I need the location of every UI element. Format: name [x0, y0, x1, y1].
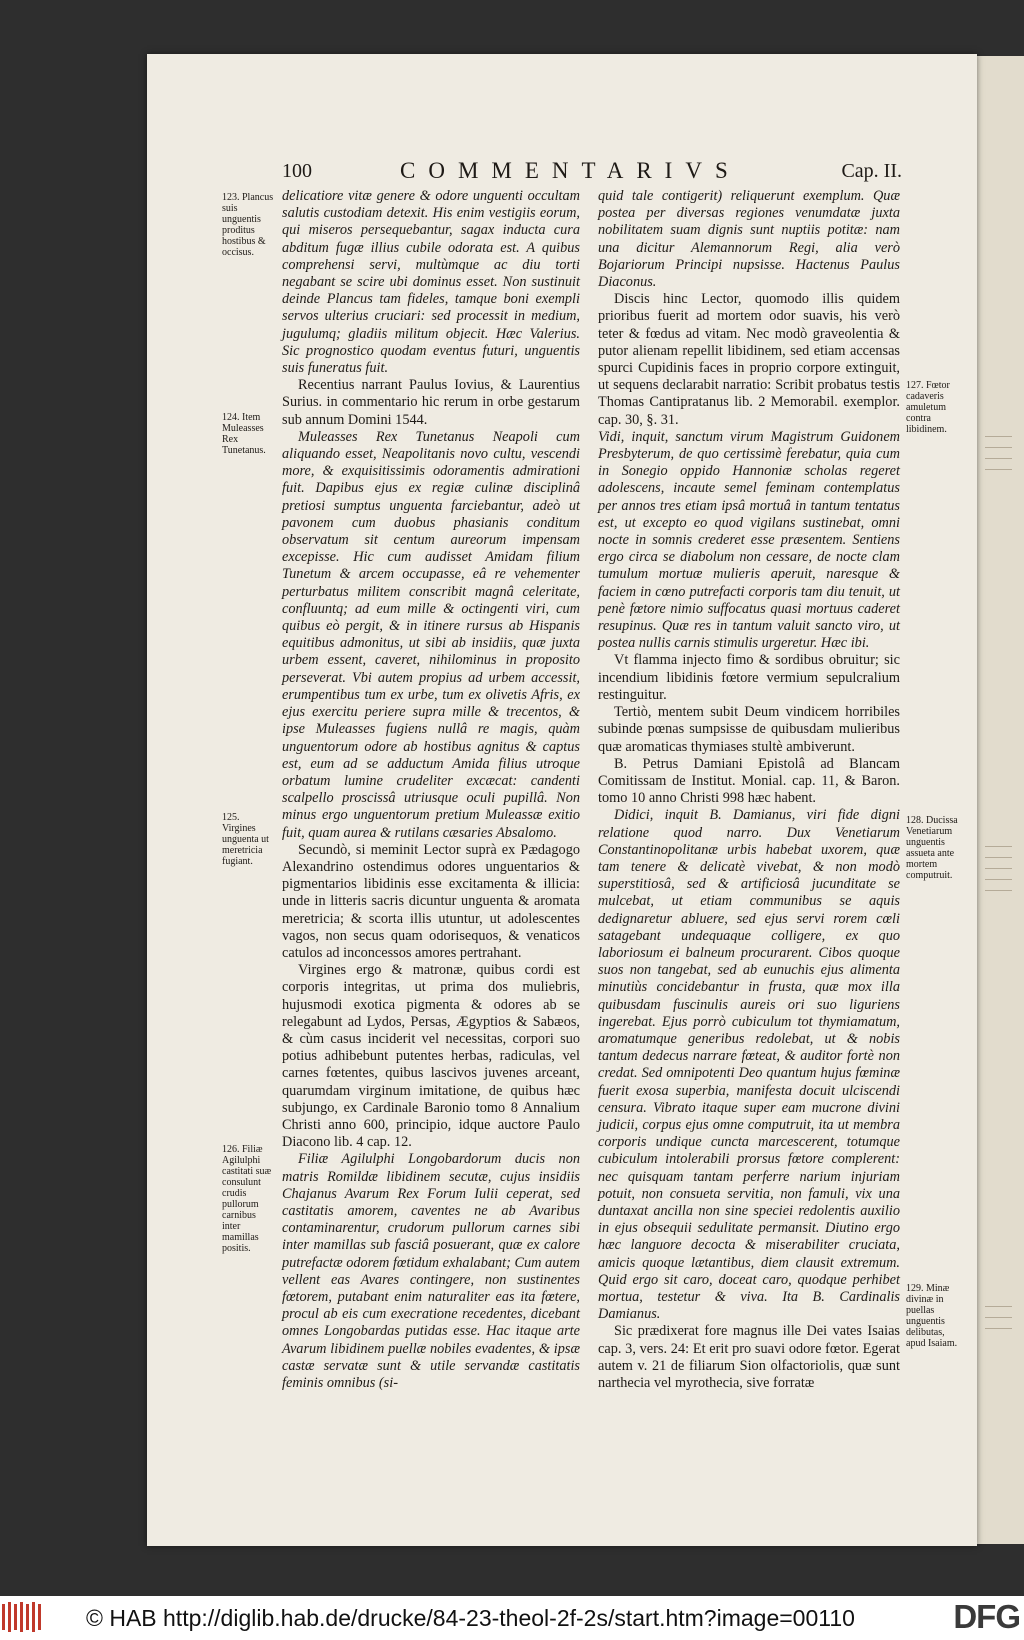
paragraph: quid tale contigerit) reliquerunt exemplum. Quæ postea per diversas regiones venumdatæ juxta nobilitatem suam dignis sunt nuptiis potitæ: nam una dicitur Alemannorum Regi, alia verò Bojariorum Principi nupsisse. Hactenus Paulus Diaconus. — [598, 188, 900, 291]
margin-note: 125. Virgines unguenta ut meretricia fugiant. — [222, 812, 269, 867]
next-page-edge — [977, 56, 1024, 1544]
paragraph: delicatiore vitæ genere & odore unguenti occultam salutis custodiam detexit. His enim vestigiis eorum, qui miseros persequebantur, sagax inducta cura abditum fugæ illius cubile odorata est. A quibus comprehensi servi, multùmque ac diu torti negabant se scire ubi dominus esset. Non sustinuit deinde Plancus tam fideles, tamque boni exempli servos ulterius cruciari: sed processit in medium, jugulumq; gladiis militum objecit. Hæc Valerius. Sic prognostico quodam eventus futuri, unguentis suis funeratus fuit. — [282, 188, 580, 377]
paragraph: Vt flamma injecto fimo & sordibus obruitur; sic incendium libidinis fœtore vermium sepulcralium restinguitur. — [598, 652, 900, 703]
paragraph: Vidi, inquit, sanctum virum Magistrum Guidonem Presbyterum, de quo certissimè ferebatur, quia cum in Sonegio oppido Hannoniæ scholas regeret adolescens, incaute semel feminam contemplatus per annos tres etiam ipsâ mortuâ in tantum tentatus est, ut excepto eo quod vigilans sustinebat, omni nocte in somnis crederet esse præsentem. Sentiens ergo circa se diabolum non cessare, de nocte clam tumulum mortuæ mulieris aperuit, naresque & faciem in cœno putrefacti corporis tam diu tenuit, ut penè fœtore nimio suffocatus quasi mortuus caderet resupinus. Quæ res in tantum valuit sancto viro, ut postea nullis carnis stimulis urgeretur. Hæc ibi. — [598, 428, 900, 652]
margin-note: 123. Plancus suis unguentis proditus hostibus & occisus. — [222, 192, 274, 258]
paragraph: Filiæ Agilulphi Longobardorum ducis non matris Romildæ libidinem secutæ, cujus insidiis Chajanus Avarum Rex Forum Iulii ceperat, sed castitatis amorem, caventes ne ab Avaribus contaminarentur, crudorum pullorum carnes sibi inter mamillas sub fasciâ posuerant, quæ ex calore putrefactæ odorem fœtidum exhalabant; Cum autem vellent eas Avares contingere, non sustinentes fœtorem, putabant enim naturaliter eas ita fœtere, procul ab eis cum execratione recedentes, dicebant omnes Longobardas putidas esse. Hac itaque arte Avarum libidinem puellæ nobiles evadentes, & ipsæ castæ servatæ sunt & utile servandæ castitatis feminis omnibus (si- — [282, 1151, 580, 1392]
paragraph: Muleasses Rex Tunetanus Neapoli cum aliquando esset, Neapolitanis novo cultu, vescendi more, & exquisitissimis odoramentis admirationi fuit. Dapibus ejus ex regiæ culinæ disciplinâ pretiosi sumptus unguenta farciebantur, adeò ut pavonem cum duobus phasianis conditum observatum sit centum aureorum impensam excepisse. Hic cum audisset Amidam filium Tunetum & arcem occupasse, eâ re vehementer perturbatus militem conscribit magnâ celeritate, confluuntq; ad eum mille & octingenti viri, cum quibus eò pergit, & in itinere rursus ab Hispanis equitibus admonitus, ut sibi ab insidiis, quæ juxta urbem essent, caveret, nihilominus in proposito perseverat. Vbi autem propius ad urbem accessit, erumpentibus tum ex urbe, tum ex olivetis Afris, ex ejus exercitu periere supra mille & trecentos, & ipse Muleasses fugiens nullâ re magis, quàm unguentorum odore ab hostibus agnitus & captus est, eum ad se adductum Amida filius utroque orbatum lumine crudeliter excæcat: candenti scalpello proscissâ utriusque oculi pupillâ. Non minus ergo unguentorum pretium Muleassæ exitio fuit, quam aurea & rutilans cæsaries Absalomo. — [282, 428, 580, 841]
paragraph: Virgines ergo & matronæ, quibus cordi est corporis integritas, ut prima dos muliebris, hujusmodi exotica pigmenta & odores ab se relegabunt ad Lydos, Persas, Ægyptios & Sabæos, & cùm casus inciderit vel necessitas, corpori suo potius adhibebunt putentes herbas, radiculas, vel carnes fœtentes, quibus lascivos juvenes arceant, quarumdam virginum imitatione, de quibus hæc subjungo, ex Cardinale Baronio tomo 8 Annalium Christi anno 600, principio, idque auctore Paulo Diacono lib. 4 cap. 12. — [282, 962, 580, 1151]
left-text-column — [282, 188, 580, 1392]
paragraph: Recentius narrant Paulus Iovius, & Laurentius Surius. in commentario hic rerum in orbe gestarum sub annum Domini 1544. — [282, 377, 580, 428]
paragraph: Secundò, si meminit Lector suprà ex Pædagogo Alexandrino ostendimus odores unguentarios & pigmentarios libidinis esse excitamenta & illicia: unde in litteris sacris dicuntur unguenta & aromata meretricia; & scorta illis utuntur, ut adolescentes vagos, non secus quam odorisequos, & venaticos catulos ad inconcessos amores pertrahant. — [282, 841, 580, 961]
margin-note: 129. Minæ divinæ in puellas unguentis delibutas, apud Isaiam. — [906, 1283, 958, 1349]
page-header — [282, 160, 902, 186]
hab-logo-icon — [0, 1600, 46, 1634]
paragraph: Sic prædixerat fore magnus ille Dei vates Isaias cap. 3, vers. 24: Et erit pro suavi odore fœtor. Egerat autem v. 21 de filiarum Sion olfactoriolis, quæ sunt narthecia vel myrothecia, sive forratæ — [598, 1323, 900, 1392]
paragraph: Didici, inquit B. Damianus, viri fide digni relatione quod narro. Dux Venetiarum Constantinopolitanæ urbis habebat uxorem, quæ tam tenere & delicatè vivebat, & non modò superstitiosâ, sed & artificiosâ jucunditate se mulcebat, ut etiam communibus se aquis dedignaretur abluere, sed ejus servi rorem cœli satagebant undequaque colligere, ex quo laboriosum ei balneum procurarent. Cibos quoque suos non tangebat, sed ab eunuchis ejus alimenta minutiùs concidebantur in frusta, quæ mox illa quibusdam fuscinulis aureis ori suo liguriens ingerebat. Ejus porrò cubiculum tot thymiamatum, aromatumque generibus redolebat, ut & nobis tantum dedecus narrare fœteat, & auditor fortè non credat. Sed omnipotenti Deo quantum hujus fœminæ fuerit exosa superbia, manifesta docuit ulciscendi censura. Vibrato itaque super eam mucrone divini judicii, corpus ejus omne computruit, ita ut membra corporis undique cuncta marcescerent, totumque cubiculum intolerabili prorsus fœtore complerent: nec quisquam tantam perferre narium injuriam potuit, non consueta servitia, non famuli, vix una duntaxat ancilla non sine speciei redolentis auxilio in ejus obsequii sedulitate permansit. Diutino ergo hæc languore decocta & miserabiliter cruciata, amicis quoque lætantibus, diem clausit extremum. Quid ergo sit caro, doceat caro, quodque perhibet mortua, testetur & viva. Ita B. Cardinalis Damianus. — [598, 807, 900, 1323]
paragraph: Discis hinc Lector, quomodo illis quidem prioribus fuerit ad mortem odor suavis, his verò teter & fœdus ad vitam. Nec modò graveolentia & putor alienam repellit libidinem, sed etiam accensas spurci Cupidinis faces in proprio corpore extinguit, ut sequens declarabit narratio: Scribit probatus testis Thomas Cantipratanus lib. 2 Memorabil. exemplor. cap. 30, §. 31. — [598, 291, 900, 428]
margin-note: 128. Ducissa Venetiarum unguentis assueta ante mortem computruit. — [906, 815, 958, 881]
footer-bar — [0, 1596, 1024, 1640]
page-number: 100 — [282, 160, 312, 182]
paragraph: Tertiò, mentem subit Deum vindicem horribiles subinde pœnas sumpsisse de quibusdam mulieribus quæ aromaticas thymiases stultè ambiverunt. — [598, 704, 900, 755]
running-title: COMMENTARIVS — [400, 158, 741, 183]
paragraph: B. Petrus Damiani Epistolâ ad Blancam Comitissam de Institut. Monial. cap. 11, & Baron. tomo 10 anno Christi 998 hæc habent. — [598, 755, 900, 807]
margin-note: 126. Filiæ Agilulphi castitati suæ consulunt crudis pullorum carnibus inter mamillas positis. — [222, 1144, 272, 1254]
margin-note: 124. Item Muleasses Rex Tunetanus. — [222, 412, 266, 456]
dfg-logo: DFG — [953, 1598, 1020, 1635]
chapter-label: Cap. II. — [841, 160, 902, 182]
margin-note: 127. Fœtor cadaveris amuletum contra libidinem. — [906, 380, 950, 435]
copyright-url[interactable]: © HAB http://diglib.hab.de/drucke/84-23-theol-2f-2s/start.htm?image=00110 — [86, 1605, 855, 1631]
right-text-column — [598, 188, 900, 1392]
